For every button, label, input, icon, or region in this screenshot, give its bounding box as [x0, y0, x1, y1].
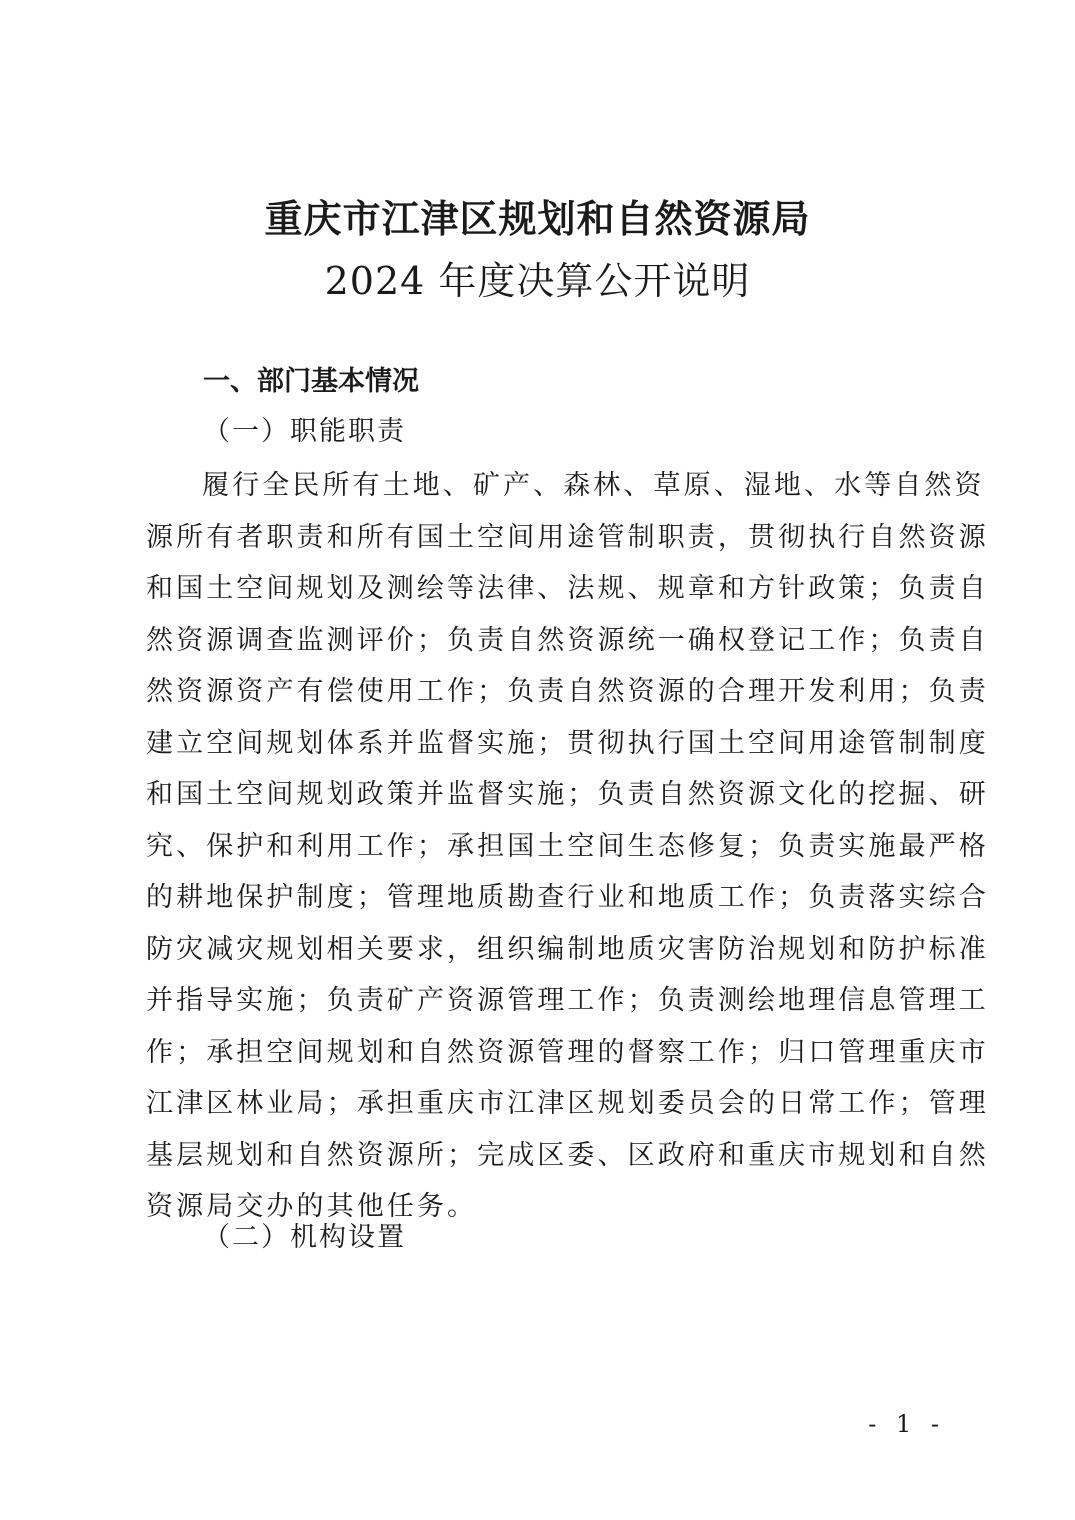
paragraph-line: 和国土空间规划及测绘等法律、法规、规章和方针政策；负责自 — [146, 573, 989, 604]
title-line-1: 重庆市江津区规划和自然资源局 — [264, 196, 811, 241]
subsection-heading-duties: （一）职能职责 — [203, 416, 406, 447]
duties-paragraph — [146, 460, 989, 1233]
paragraph-line: 建立空间规划体系并监督实施；贯彻执行国土空间用途管制制度 — [146, 727, 989, 759]
paragraph-line: 源所有者职责和所有国土空间用途管制职责，贯彻执行自然资源 — [146, 521, 989, 553]
title-line-2: 2024 年度决算公开说明 — [324, 259, 751, 303]
paragraph-line: 江津区林业局；承担重庆市江津区规划委员会的日常工作；管理 — [146, 1088, 989, 1119]
paragraph-line: 究、保护和利用工作；承担国土空间生态修复；负责实施最严格 — [146, 830, 989, 862]
paragraph-line: 资源局交办的其他任务。 — [146, 1191, 478, 1222]
paragraph-line: 的耕地保护制度；管理地质勘查行业和地质工作；负责落实综合 — [146, 882, 989, 913]
paragraph-line: 然资源资产有偿使用工作；负责自然资源的合理开发利用；负责 — [146, 676, 989, 707]
paragraph-line: 履行全民所有土地、矿产、森林、草原、湿地、水等自然资 — [202, 470, 985, 501]
subsection-heading-organization: （二）机构设置 — [203, 1222, 406, 1253]
paragraph-line: 并指导实施；负责矿产资源管理工作；负责测绘地理信息管理工 — [146, 985, 989, 1016]
paragraph-line: 基层规划和自然资源所；完成区委、区政府和重庆市规划和自然 — [146, 1139, 989, 1171]
page-number: - 1 - — [868, 1410, 945, 1438]
paragraph-line: 然资源调查监测评价；负责自然资源统一确权登记工作；负责自 — [146, 624, 989, 656]
document-title — [0, 188, 1075, 312]
paragraph-line: 防灾减灾规划相关要求，组织编制地质灾害防治规划和防护标准 — [146, 933, 989, 965]
paragraph-line: 和国土空间规划政策并监督实施；负责自然资源文化的挖掘、研 — [146, 779, 989, 810]
section-heading-basic-info: 一、部门基本情况 — [203, 366, 419, 397]
paragraph-line: 作；承担空间规划和自然资源管理的督察工作；归口管理重庆市 — [146, 1036, 989, 1068]
